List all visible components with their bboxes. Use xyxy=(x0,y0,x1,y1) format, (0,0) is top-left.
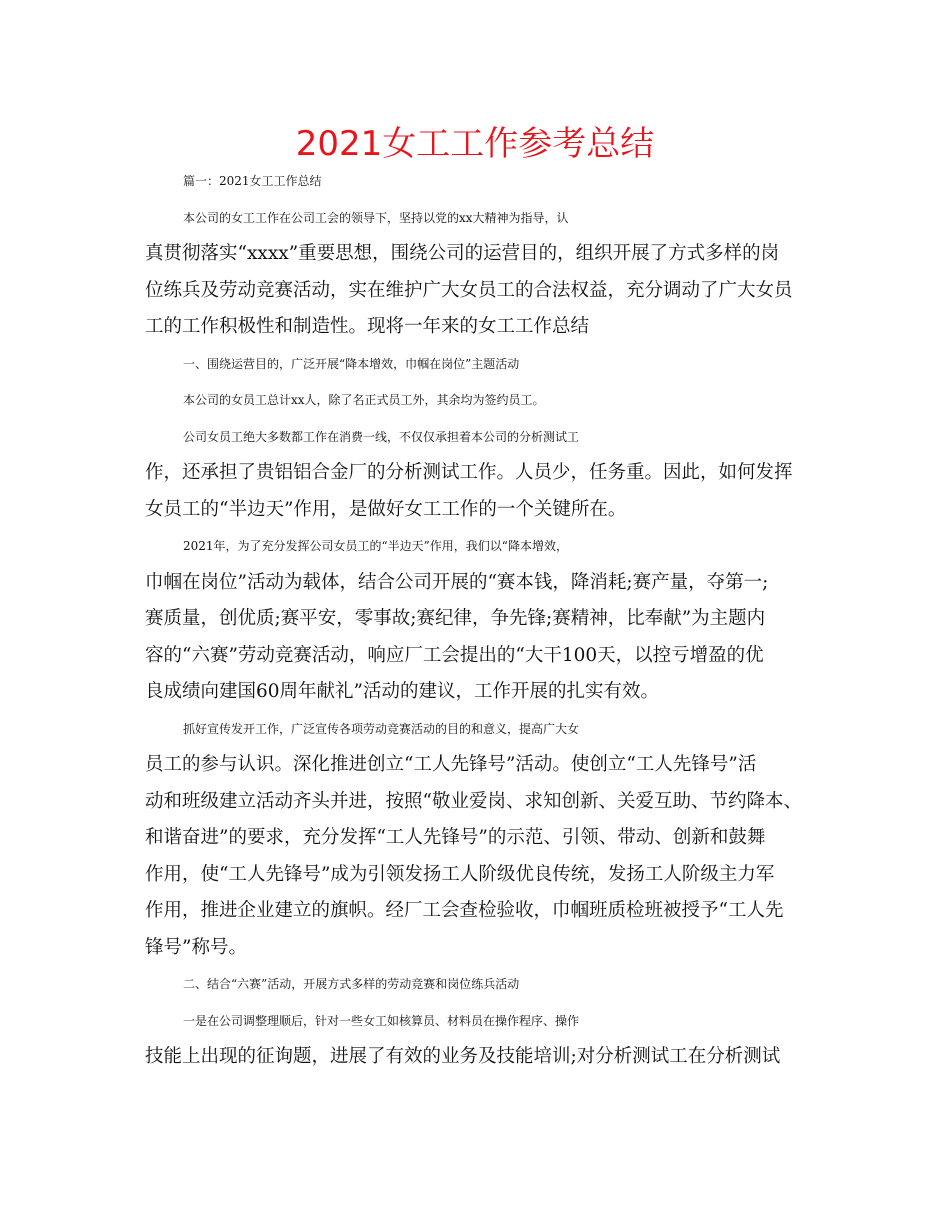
text-line: 作用，使“工人先锋号”成为引领发扬工人阶级优良传统，发扬工人阶级主力军 xyxy=(145,863,775,885)
text-line: 容的“六赛”劳动竞赛活动，响应厂工会提出的“大干100天，以控亏增盈的优 xyxy=(145,644,764,666)
text-line: 作用，推进企业建立的旗帜。经厂工会查检验收，巾帼班质检班被授予“工人先 xyxy=(145,900,784,921)
text-line: 抓好宣传发开工作，广泛宣传各项劳动竞赛活动的目的和意义，提高广大女 xyxy=(183,721,580,736)
text-line: 和谐奋进”的要求，充分发挥“工人先锋号”的示范、引领、带动、创新和鼓舞 xyxy=(145,827,766,848)
text-line: 作，还承担了贵铝铝合金厂的分析测试工作。人员少，任务重。因此，如何发挥 xyxy=(145,462,793,483)
text-line: 良成绩向建国60周年献礼”活动的建议，工作开展的扎实有效。 xyxy=(145,681,660,702)
text-line: 2021年，为了充分发挥公司女员工的“半边天”作用，我们以“降本增效， xyxy=(183,539,568,553)
text-line: 技能上出现的征询题，进展了有效的业务及技能培训;对分析测试工在分析测试 xyxy=(145,1046,781,1067)
text-line: 篇一：2021女工工作总结 xyxy=(183,174,322,188)
page-title: 2021女工工作参考总结 xyxy=(295,124,655,164)
text-line: 本公司的女工工作在公司工会的领导下，坚持以党的xx大精神为指导，认 xyxy=(183,210,569,225)
text-line: 员工的参与认识。深化推进创立“工人先锋号”活动。使创立“工人先锋号”活 xyxy=(145,754,757,775)
text-line: 工的工作积极性和制造性。现将一年来的女工工作总结 xyxy=(145,316,590,337)
text-line: 巾帼在岗位”活动为载体，结合公司开展的“赛本钱，降消耗;赛产量，夺第一; xyxy=(145,571,769,593)
text-line: 本公司的女员工总计xx人，除了名正式员工外，其余均为签约员工。 xyxy=(183,393,545,407)
text-line: 公司女员工绝大多数都工作在消费一线，不仅仅承担着本公司的分析测试工 xyxy=(183,429,580,444)
text-line: 一、围绕运营目的，广泛开展“降本增效，巾帼在岗位”主题活动 xyxy=(183,356,520,371)
text-line: 位练兵及劳动竞赛活动，实在维护广大女员工的合法权益，充分调动了广大女员 xyxy=(145,279,793,301)
text-line: 二、结合“六赛”活动，开展方式多样的劳动竞赛和岗位练兵活动 xyxy=(183,977,520,991)
document-body xyxy=(145,163,813,1076)
text-line: 锋号”称号。 xyxy=(145,936,247,958)
text-line: 女员工的“半边天”作用，是做好女工工作的一个关键所在。 xyxy=(145,498,627,520)
text-line: 一是在公司调整理顺后，针对一些女工如核算员、材料员在操作程序、操作 xyxy=(183,1013,580,1028)
text-line: 真贯彻落实“xxxx”重要思想，围绕公司的运营目的，组织开展了方式多样的岗 xyxy=(145,243,780,264)
text-line: 赛质量，创优质;赛平安，零事故;赛纪律，争先锋;赛精神，比奉献”为主题内 xyxy=(145,608,766,629)
text-line: 动和班级建立活动齐头并进，按照“敬业爱岗、求知创新、关爱互助、节约降本、 xyxy=(145,790,802,812)
